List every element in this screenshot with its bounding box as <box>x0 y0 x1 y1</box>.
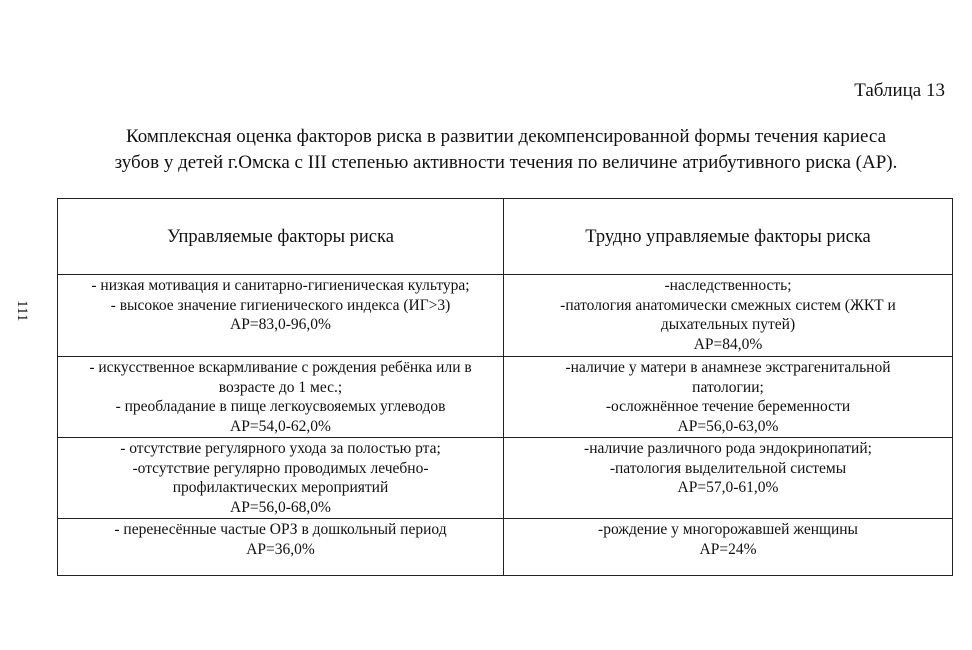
cell-line: -патология выделительной системы <box>609 459 847 477</box>
table-row <box>58 519 953 576</box>
table-header-row <box>58 199 953 275</box>
cell-line: -отсутствие регулярно проводимых лечебно- <box>132 459 429 477</box>
managed-factors-cell <box>58 438 504 519</box>
attributive-risk-value: АР=56,0-68,0% <box>230 498 331 516</box>
table-row <box>58 438 953 519</box>
attributive-risk-value: АР=36,0% <box>246 540 315 558</box>
cell-line: -рождение у многорожавшей женщины <box>598 521 858 538</box>
document-title <box>40 124 972 176</box>
cell-line: -осложнённое течение беременности <box>605 398 851 415</box>
cell-line: дыхательных путей) <box>660 316 796 333</box>
cell-line: -наличие различного рода эндокринопатий; <box>584 440 872 457</box>
page-number: 111 <box>14 300 30 322</box>
managed-factors-cell <box>58 275 504 357</box>
attributive-risk-value: АР=83,0-96,0% <box>230 316 331 333</box>
hard-factors-cell <box>504 519 953 576</box>
cell-line: патологии; <box>692 378 764 396</box>
title-line: Комплексная оценка факторов риска в развитии декомпенсированной формы течения кариеса <box>125 126 887 147</box>
table-row <box>58 357 953 438</box>
cell-line: - перенесённые частые ОРЗ в дошкольный период <box>114 521 447 538</box>
managed-factors-cell <box>58 519 504 576</box>
cell-line: - высокое значение гигиенического индекса (ИГ>3) <box>110 296 451 314</box>
hard-factors-cell <box>504 357 953 438</box>
header-managed-factors: Управляемые факторы риска <box>58 199 504 275</box>
attributive-risk-value: АР=56,0-63,0% <box>677 417 779 435</box>
cell-line: - низкая мотивация и санитарно-гигиеническая культура; <box>91 277 470 294</box>
cell-line: -наследственность; <box>664 277 792 294</box>
attributive-risk-value: АР=54,0-62,0% <box>230 417 331 435</box>
hard-factors-cell <box>504 275 953 357</box>
title-line: зубов у детей г.Омска с III степенью активности течения по величине атрибутивного риска (АР). <box>114 152 898 173</box>
cell-line: - искусственное вскармливание с рождения ребёнка или в <box>89 359 472 376</box>
cell-line: - отсутствие регулярного ухода за полостью рта; <box>120 440 441 457</box>
table-label: Таблица 13 <box>854 80 945 101</box>
attributive-risk-value: АР=57,0-61,0% <box>677 479 779 496</box>
table-row <box>58 275 953 357</box>
cell-line: - преобладание в пище легкоусвояемых углеводов <box>115 398 446 415</box>
cell-line: -наличие у матери в анамнезе экстрагенитальной <box>565 359 891 376</box>
cell-line: возрасте до 1 мес.; <box>218 378 343 396</box>
attributive-risk-value: АР=24% <box>699 540 757 558</box>
cell-line: -патология анатомически смежных систем (ЖКТ и <box>560 296 896 314</box>
header-hard-factors: Трудно управляемые факторы риска <box>504 199 953 275</box>
attributive-risk-value: АР=84,0% <box>693 335 763 353</box>
cell-line: профилактических мероприятий <box>172 479 389 496</box>
hard-factors-cell <box>504 438 953 519</box>
managed-factors-cell <box>58 357 504 438</box>
risk-factors-table <box>57 198 953 576</box>
